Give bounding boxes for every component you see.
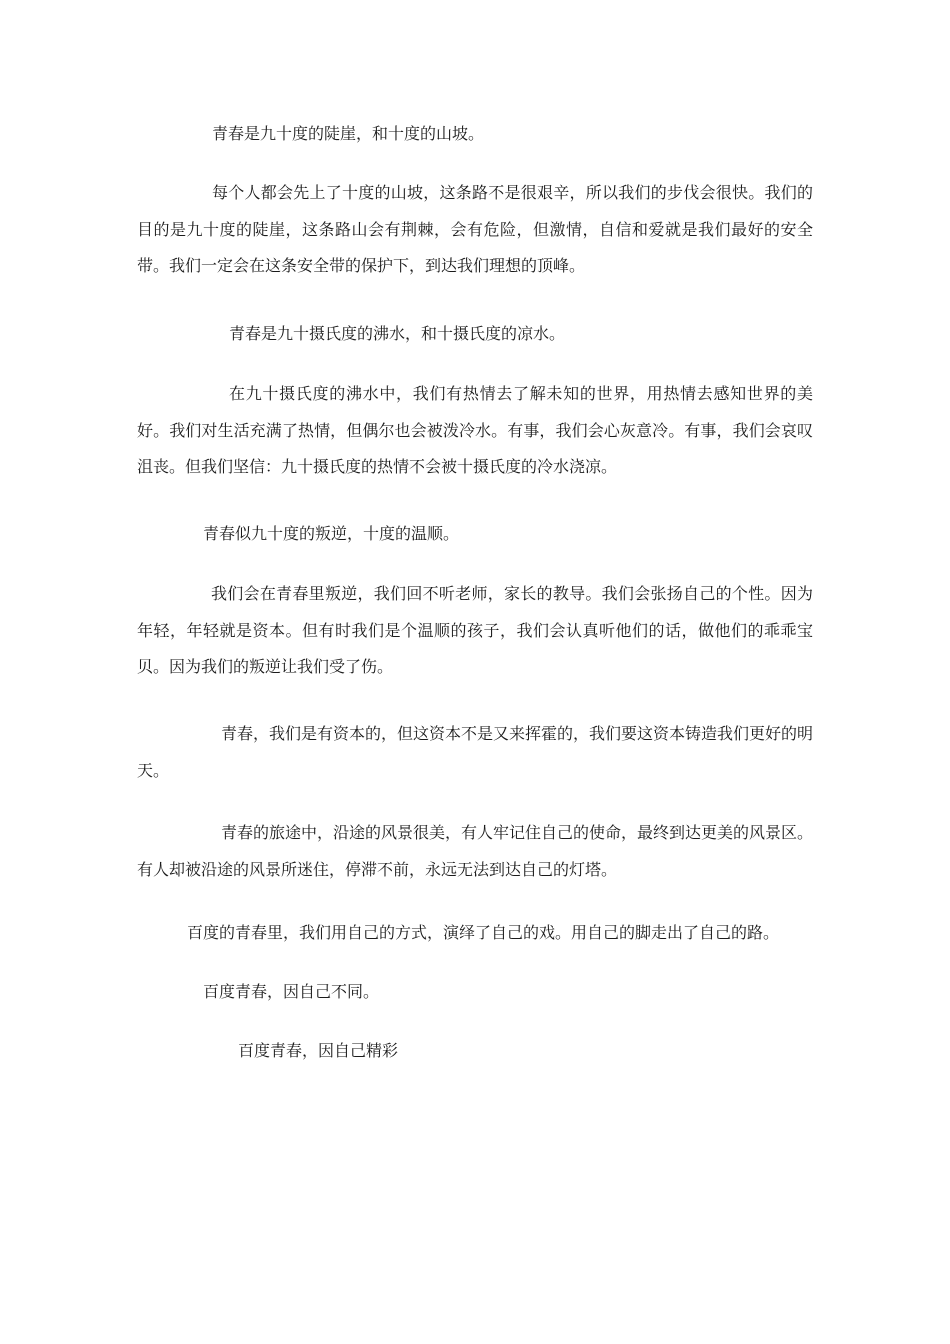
paragraph-6: 我们会在青春里叛逆，我们回不听老师，家长的教导。我们会张扬自己的个性。因为年轻，年轻就是资本。但有时我们是个温顺的孩子，我们会认真听他们的话，做他们的乖乖宝贝。因为我们的叛逆让我们受了伤。 <box>137 584 813 676</box>
paragraph-4: 在九十摄氏度的沸水中，我们有热情去了解未知的世界，用热情去感知世界的美好。我们对生活充满了热情，但偶尔也会被泼冷水。有事，我们会心灰意冷。有事，我们会哀叹沮丧。但我们坚信：九十摄氏度的热情不会被十摄氏度的冷水浇凉。 <box>137 384 813 476</box>
paragraph-8: 青春的旅途中，沿途的风景很美，有人牢记住自己的使命，最终到达更美的风景区。有人却被沿途的风景所迷住，停滞不前，永远无法到达自己的灯塔。 <box>137 823 814 879</box>
paragraph-3: 青春是九十摄氏度的沸水，和十摄氏度的凉水。 <box>229 324 566 343</box>
paragraph-5: 青春似九十度的叛逆，十度的温顺。 <box>203 524 460 543</box>
paragraph-10: 百度青春，因自己不同。 <box>203 982 380 1001</box>
paragraph-2: 每个人都会先上了十度的山坡，这条路不是很艰辛，所以我们的步伐会很快。我们的目的是九十度的陡崖，这条路山会有荆棘，会有危险，但激情，自信和爱就是我们最好的安全带。我们一定会在这条安全带的保护下，到达我们理想的顶峰。 <box>137 183 813 275</box>
paragraph-1: 青春是九十度的陡崖，和十度的山坡。 <box>212 124 485 143</box>
paragraph-9: 百度的青春里，我们用自己的方式，演绎了自己的戏。用自己的脚走出了自己的路。 <box>187 923 780 942</box>
paragraph-7: 青春，我们是有资本的，但这资本不是又来挥霍的，我们要这资本铸造我们更好的明天。 <box>137 724 814 780</box>
paragraph-11: 百度青春，因自己精彩 <box>238 1041 399 1060</box>
